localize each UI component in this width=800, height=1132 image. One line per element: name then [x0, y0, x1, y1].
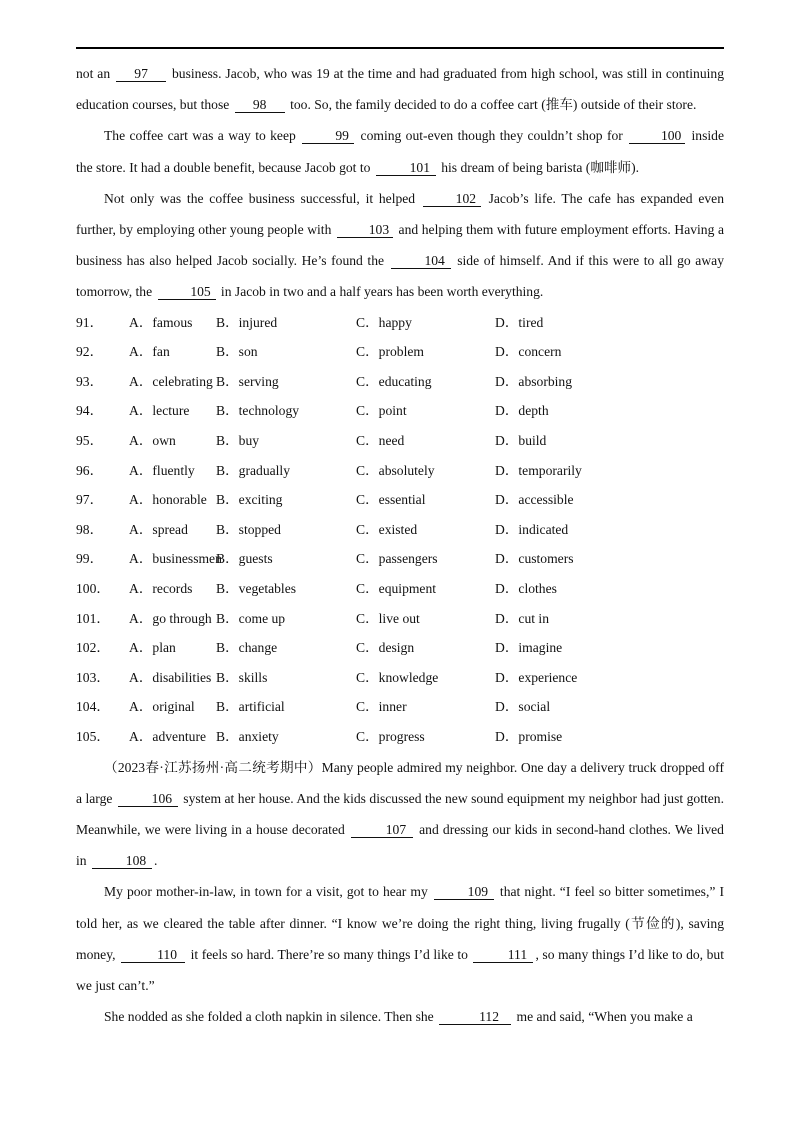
option-b[interactable]: B．change [216, 640, 278, 656]
option-d[interactable]: D．depth [495, 403, 549, 419]
option-a[interactable]: A．go through [129, 610, 212, 626]
text: not an [76, 66, 115, 81]
blank-98[interactable]: 98 [235, 97, 285, 113]
text: his dream of being barista (咖啡师). [437, 159, 640, 175]
option-b[interactable]: B．serving [216, 373, 279, 389]
option-a[interactable]: A．famous [129, 314, 193, 330]
options-list [76, 308, 724, 752]
question-number: 92． [76, 344, 104, 360]
text: me and said, “When you make a [513, 1009, 693, 1025]
option-b[interactable]: B．exciting [216, 492, 283, 508]
passage1-paragraph1 [76, 58, 724, 120]
question-number: 98． [76, 521, 104, 537]
option-c[interactable]: C．educating [356, 373, 432, 389]
option-row-97 [76, 485, 724, 515]
option-a[interactable]: A．adventure [129, 728, 207, 744]
option-row-96 [76, 456, 724, 486]
question-number: 100． [76, 580, 110, 596]
passage1-paragraph3 [76, 183, 724, 308]
option-row-91 [76, 308, 724, 338]
option-c[interactable]: C．need [356, 433, 405, 448]
option-a[interactable]: A．disabilities [129, 669, 212, 685]
text: . [153, 853, 158, 869]
question-number: 93． [76, 373, 104, 389]
option-c[interactable]: C．live out [356, 610, 420, 626]
option-c[interactable]: C．knowledge [356, 669, 439, 685]
option-a[interactable]: A．lecture [129, 403, 190, 419]
blank-111[interactable]: 111 [473, 947, 533, 963]
option-d[interactable]: D．promise [495, 728, 563, 744]
blank-104[interactable]: 104 [391, 253, 451, 269]
option-c[interactable]: C．equipment [356, 580, 437, 596]
option-d[interactable]: D．absorbing [495, 373, 573, 389]
blank-107[interactable]: 107 [351, 822, 413, 838]
option-c[interactable]: C．point [356, 403, 407, 419]
option-b[interactable]: B．guests [216, 551, 273, 567]
option-b[interactable]: B．technology [216, 403, 300, 419]
text: and dressing our kids in second-hand clothes. We lived in [76, 821, 724, 869]
option-c[interactable]: C．design [356, 640, 415, 656]
blank-102[interactable]: 102 [423, 191, 481, 207]
option-d[interactable]: D．build [495, 433, 547, 448]
text: , so many things I’d like to do, but we just can’t.” [76, 946, 724, 993]
option-d[interactable]: D．tired [495, 314, 544, 330]
option-d[interactable]: D．clothes [495, 580, 557, 596]
text: Jacob’s life. The cafe has expanded even further, by employing other young people with [76, 190, 724, 238]
option-c[interactable]: C．passengers [356, 551, 438, 567]
option-row-103 [76, 663, 724, 693]
option-c[interactable]: C．existed [356, 521, 418, 537]
option-row-102 [76, 633, 724, 663]
question-number: 97． [76, 492, 104, 508]
option-c[interactable]: C．happy [356, 314, 412, 330]
option-a[interactable]: A．spread [129, 521, 188, 537]
option-b[interactable]: B．artificial [216, 699, 285, 715]
option-d[interactable]: D．accessible [495, 492, 574, 508]
option-row-101 [76, 604, 724, 634]
text: too. So, the family decided to do a coffee cart (推车) outside of their store. [286, 97, 697, 113]
option-a[interactable]: A．fluently [129, 462, 195, 478]
option-a[interactable]: A．own [129, 433, 176, 448]
passage1-paragraph2 [76, 120, 724, 182]
option-d[interactable]: D．concern [495, 344, 562, 360]
option-a[interactable]: A．fan [129, 344, 170, 360]
option-c[interactable]: C．absolutely [356, 462, 435, 478]
blank-101[interactable]: 101 [376, 160, 436, 176]
option-row-98 [76, 515, 724, 545]
option-row-105 [76, 722, 724, 752]
question-number: 99． [76, 551, 104, 567]
text: coming out-even though they couldn’t shop for [356, 128, 628, 144]
option-row-99 [76, 544, 724, 574]
option-row-104 [76, 692, 724, 722]
option-b[interactable]: B．buy [216, 433, 260, 448]
option-c[interactable]: C．inner [356, 699, 407, 715]
option-a[interactable]: A．records [129, 580, 193, 596]
option-row-95 [76, 426, 724, 456]
option-b[interactable]: B．stopped [216, 521, 281, 537]
option-row-100 [76, 574, 724, 604]
header-rule [76, 47, 724, 49]
text: system at her house. And the kids discussed the new sound equipment my neighbor had just gotten. Meanwhile, we were living in a house decorated [76, 790, 724, 837]
option-b[interactable]: B．injured [216, 314, 278, 330]
text: Not only was the coffee business successful, it helped [104, 190, 421, 206]
option-d[interactable]: D．social [495, 699, 551, 715]
question-number: 96． [76, 462, 104, 478]
option-b[interactable]: B．come up [216, 610, 286, 626]
option-row-94 [76, 396, 724, 426]
document-page [76, 58, 724, 1032]
text: She nodded as she folded a cloth napkin in silence. Then she [104, 1009, 438, 1025]
question-number: 102． [76, 640, 110, 656]
blank-106[interactable]: 106 [118, 791, 178, 807]
text: that night. “I feel so bitter sometimes,” I told her, as we cleared the table after dinner. “I know we’re doing the right thing, living frugally (节俭的), saving money, [76, 884, 724, 962]
blank-105[interactable]: 105 [158, 284, 216, 300]
blank-97[interactable]: 97 [116, 66, 166, 82]
option-b[interactable]: B．gradually [216, 462, 290, 478]
passage2-paragraph2 [76, 876, 724, 1001]
option-d[interactable]: D．customers [495, 551, 574, 567]
text: My poor mother-in-law, in town for a visit, got to hear my [104, 884, 432, 900]
text: （2023春·江苏扬州·高二统考期中）Many people admired my neighbor. One day a delivery truck dropped off a large [76, 759, 724, 806]
question-number: 95． [76, 433, 104, 448]
question-number: 105． [76, 728, 110, 744]
blank-112[interactable]: 112 [439, 1009, 511, 1025]
question-number: 104． [76, 699, 110, 715]
passage2-paragraph1 [76, 752, 724, 877]
option-d[interactable]: D．imagine [495, 640, 563, 656]
text: it feels so hard. There’re so many things I’d like to [187, 946, 472, 962]
option-row-93 [76, 367, 724, 397]
blank-99[interactable]: 99 [302, 128, 354, 144]
option-a[interactable]: A．honorable [129, 492, 207, 508]
text: business. Jacob, who was 19 at the time and had graduated from high school, was still in continuing education courses, but those [76, 66, 724, 113]
option-c[interactable]: C．progress [356, 728, 425, 744]
question-number: 91． [76, 314, 104, 330]
question-number: 103． [76, 669, 110, 685]
option-b[interactable]: B．son [216, 344, 258, 360]
option-a[interactable]: A．plan [129, 640, 176, 656]
option-b[interactable]: B．skills [216, 669, 268, 685]
blank-100[interactable]: 100 [629, 128, 685, 144]
option-c[interactable]: C．problem [356, 344, 424, 360]
text: in Jacob in two and a half years has been worth everything. [217, 284, 544, 300]
option-a[interactable]: A．businessmen [129, 551, 222, 567]
option-a[interactable]: A．celebrating [129, 373, 213, 389]
option-row-92 [76, 337, 724, 367]
option-b[interactable]: B．vegetables [216, 580, 297, 596]
question-number: 94． [76, 403, 104, 419]
text: side of himself. And if this were to all go away tomorrow, the [76, 253, 724, 300]
option-d[interactable]: D．experience [495, 669, 578, 685]
text: and helping them with future employment efforts. Having a business has also helped Jacob socially. He’s found the [76, 222, 725, 269]
option-d[interactable]: D．indicated [495, 521, 569, 537]
question-number: 101． [76, 610, 110, 626]
option-b[interactable]: B．anxiety [216, 728, 279, 744]
blank-110[interactable]: 110 [121, 947, 185, 963]
passage2-paragraph3 [76, 1001, 724, 1032]
blank-108[interactable]: 108 [92, 853, 152, 869]
text: inside the store. It had a double benefit, because Jacob got to [76, 128, 724, 175]
option-d[interactable]: D．cut in [495, 610, 549, 626]
blank-103[interactable]: 103 [337, 222, 393, 238]
blank-109[interactable]: 109 [434, 884, 494, 900]
option-d[interactable]: D．temporarily [495, 462, 582, 478]
option-c[interactable]: C．essential [356, 492, 426, 508]
option-a[interactable]: A．original [129, 699, 195, 715]
text: The coffee cart was a way to keep [104, 128, 301, 144]
